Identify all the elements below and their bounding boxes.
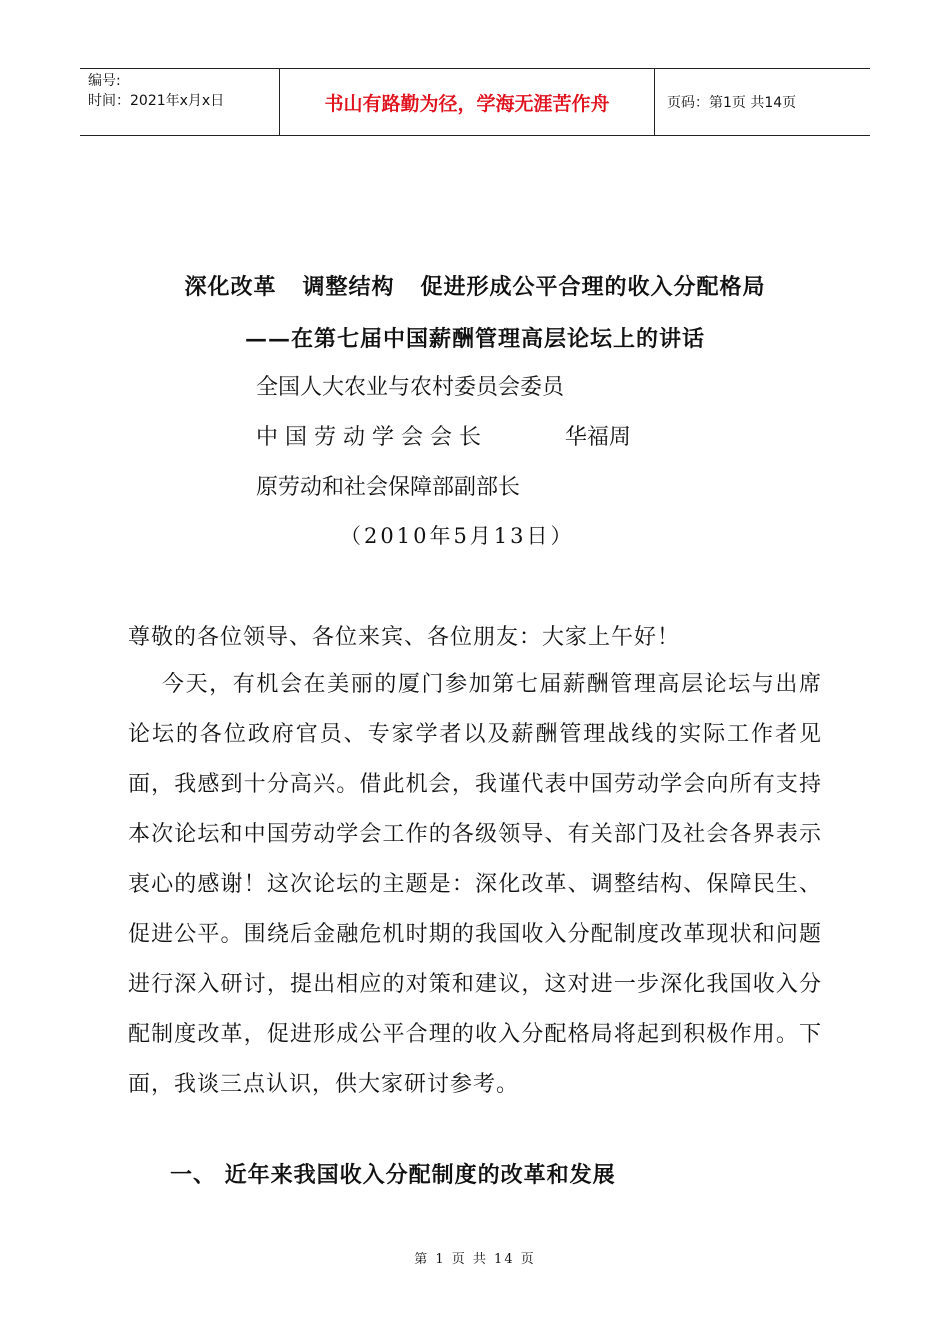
page-footer: 第 1 页 共 14 页 [414,1252,536,1267]
document-subtitle: ——在第七届中国薪酬管理高层论坛上的讲话 [244,326,705,352]
greeting: 尊敬的各位领导、各位来宾、各位朋友：大家上午好！ [128,625,681,650]
section-heading: 一、 近年来我国收入分配制度的改革和发展 [170,1162,616,1188]
time-label: 时间：2021年x月x日 [88,93,225,109]
author-position-2: 中 国 劳 动 学 会 会 长 华福周 [256,425,631,450]
body-paragraph: 今天，有机会在美丽的厦门参加第七届薪酬管理高层论坛与出席论坛的各位政府官员、专家学者以及薪酬管理战线的实际工作者见面，我感到十分高兴。借此机会，我谨代表中国劳动学会向所有支持本次论坛和中国劳动学会工作的各级领导、有关部门及社会各界表示衷心的感谢！这次论坛的主题是：深化改革、调整结构、保障民生、促进公平。围绕后金融危机时期的我国收入分配制度改革现状和问题进行深入研讨，提出相应的对策和建议，这对进一步深化我国收入分配制度改革，促进形成公平合理的收入分配格局将起到积极作用。下面，我谈三点认识，供大家研讨参考。 [128,672,822,1097]
number-label: 编号: [88,73,121,89]
author-position-3: 原劳动和社会保障部副部长 [256,475,521,500]
speech-date: （2010年5月13日） [340,524,575,548]
header-page-info: 页码：第1页 共14页 [667,95,797,111]
header-motto: 书山有路勤为径，学海无涯苦作舟 [280,69,655,135]
author-position-1: 全国人大农业与农村委员会委员 [256,375,565,400]
document-header [80,68,870,136]
header-meta [80,69,280,135]
document-title: 深化改革 调整结构 促进形成公平合理的收入分配格局 [184,275,766,300]
